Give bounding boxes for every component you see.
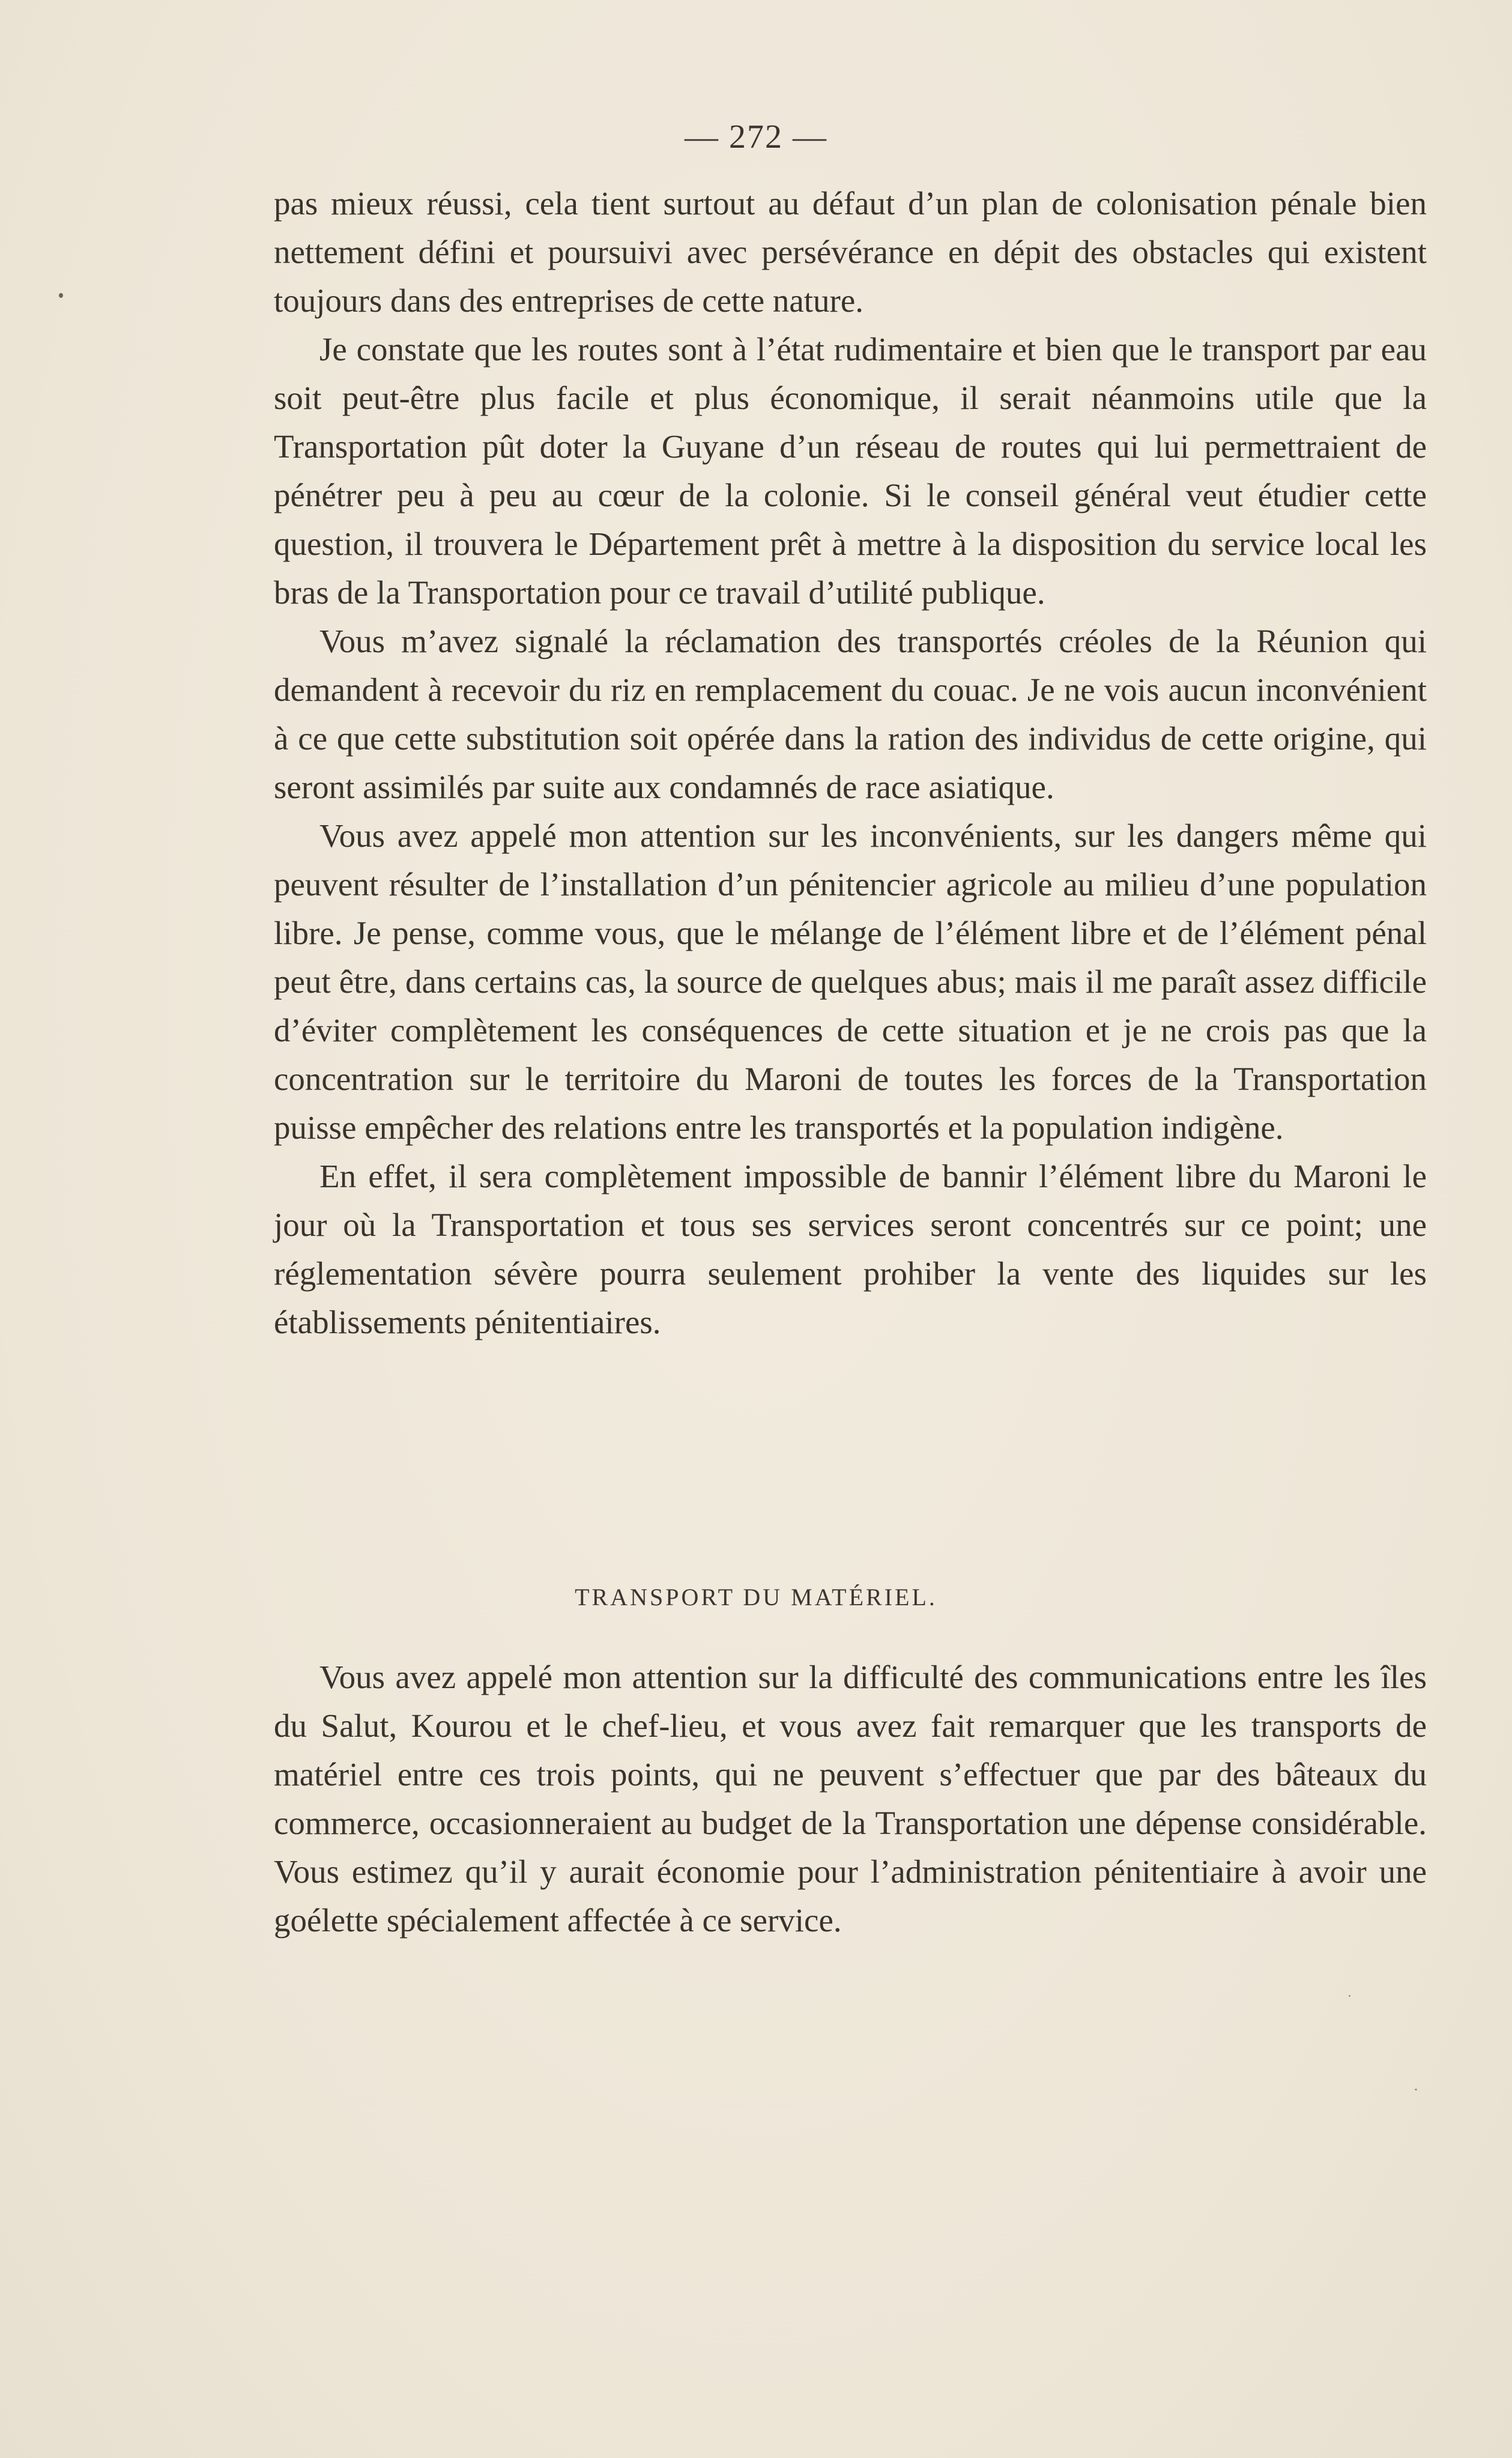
paragraph-4: Vous avez appelé mon attention sur les inconvénients, sur les dangers même qui peuvent résulter de l’installation d’un pénitencier agricole au milieu d’une population libre. Je pense, comme vous, que le mélange de l’élément libre et de l’élément pénal peut être, dans certains cas, la source de quelques abus; mais il me paraît assez difficile d’éviter complètement les conséquences de cette situation et je ne crois pas que la concentration sur le territoire du Maroni de toutes les forces de la Transportation puisse empêcher des relations entre les transportés et la population indigène. — [274, 817, 1427, 1146]
text-block-bottom — [274, 1653, 1427, 1945]
ink-speck — [59, 293, 63, 298]
paragraph-1: pas mieux réussi, cela tient surtout au défaut d’un plan de colonisation pénale bien nettement défini et poursuivi avec persévérance en dépit des obstacles qui existent toujours dans des entreprises de cette nature. — [274, 185, 1427, 319]
paragraph-6: Vous avez appelé mon attention sur la difficulté des communications entre les îles du Salut, Kourou et le chef-lieu, et vous avez fait remarquer que les transports de matériel entre ces trois points, qui ne peuvent s’effectuer que par des bâteaux du commerce, occasionneraient au budget de la Transportation une dépense considérable. Vous estimez qu’il y aurait économie pour l’administration pénitentiaire à avoir une goélette spécialement affectée à ce service. — [274, 1659, 1427, 1939]
page-number: — 272 — — [685, 118, 827, 156]
ink-speck — [1349, 1995, 1350, 1997]
text-block-top — [274, 179, 1427, 1346]
paragraph-3: Vous m’avez signalé la réclamation des transportés créoles de la Réunion qui demandent à recevoir du riz en remplacement du couac. Je ne vois aucun inconvénient à ce que cette substitution soit opérée dans la ration des individus de cette origine, qui seront assimilés par suite aux condamnés de race asiatique. — [274, 623, 1427, 805]
paragraph-2: Je constate que les routes sont à l’état rudimentaire et bien que le transport par eau soit peut-être plus facile et plus économique, il serait néanmoins utile que la Transportation pût doter la Guyane d’un réseau de routes qui lui permettraient de pénétrer peu à peu au cœur de la colonie. Si le conseil général veut étudier cette question, il trouvera le Département prêt à mettre à la disposition du service local les bras de la Transportation pour ce travail d’utilité publique. — [274, 331, 1427, 611]
paragraph-5: En effet, il sera complètement impossible de bannir l’élément libre du Maroni le jour où la Transportation et tous ses services seront concentrés sur ce point; une réglementation sévère pourra seulement prohiber la vente des liquides sur les établissements pénitentiaires. — [274, 1158, 1427, 1340]
section-heading: TRANSPORT DU MATÉRIEL. — [575, 1584, 937, 1611]
ink-speck — [1415, 2089, 1417, 2090]
